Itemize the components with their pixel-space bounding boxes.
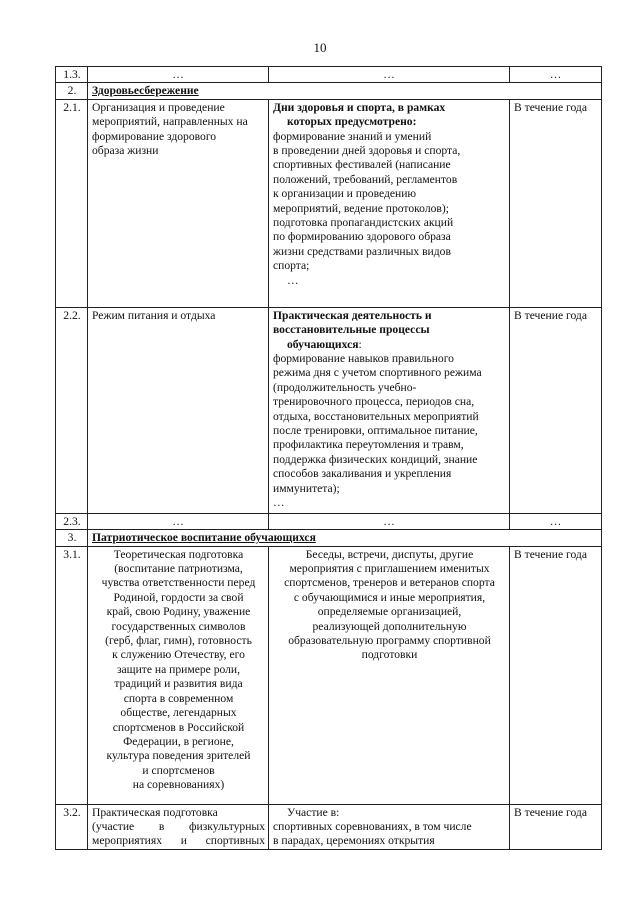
- activity-name: [88, 99, 269, 307]
- text-line: спортивных фестивалей (написание: [273, 158, 451, 172]
- table-row-3-2: [56, 804, 602, 849]
- text-line: мероприятий, направленных на: [92, 115, 248, 129]
- term-cell: В течение года: [510, 546, 602, 804]
- content-title: которых предусмотрено:: [287, 115, 417, 129]
- row-number: 2.3.: [56, 513, 88, 529]
- content-title-suffix: :: [358, 337, 362, 351]
- text-line: чувства ответственности перед: [101, 576, 256, 590]
- text-line: к служению Отечеству, его: [112, 648, 245, 662]
- text-line: Участие в:: [287, 805, 340, 819]
- section-title-cell: [88, 530, 602, 546]
- content-title: обучающихся: [287, 337, 359, 351]
- term-cell: В течение года: [510, 99, 602, 307]
- text-line: и спортсменов: [142, 763, 215, 777]
- page-number: 10: [313, 40, 327, 55]
- text-line: Организация и проведение: [92, 100, 225, 114]
- text-line: мероприятий, ведение протоколов);: [273, 201, 449, 215]
- activity-content: [269, 99, 510, 307]
- text-line: жизни средствами различных видов: [273, 244, 451, 258]
- table-row-2-2: [56, 307, 602, 513]
- text-line: формирование здорового: [92, 129, 217, 143]
- ellipsis: …: [273, 496, 285, 510]
- term-cell: В течение года: [510, 307, 602, 513]
- section-number: 2.: [56, 83, 88, 99]
- text-line: подготовки: [361, 648, 418, 662]
- ellipsis: …: [287, 273, 299, 287]
- text-line: культура поведения зрителей: [106, 749, 251, 763]
- row-number: 2.2.: [56, 307, 88, 513]
- text-line: Режим питания и отдыха: [92, 308, 216, 322]
- text-line: мероприятиях и спортивных: [92, 834, 265, 848]
- text-line: спортивных соревнованиях, в том числе: [273, 820, 472, 834]
- activity-name: [88, 546, 269, 804]
- text-line: край, свою Родину, уважение: [106, 605, 251, 619]
- text-line: в проведении дней здоровья и спорта,: [273, 144, 461, 158]
- section-title-cell: [88, 83, 602, 99]
- text-line: Теоретическая подготовка: [113, 547, 244, 561]
- activity-name: [88, 307, 269, 513]
- text-line: традиций и развития вида: [114, 677, 243, 691]
- text-line: (воспитание патриотизма,: [114, 562, 243, 576]
- row-number: 2.1.: [56, 99, 88, 307]
- text-line: иммунитета);: [273, 481, 340, 495]
- section-title: Здоровьесбережение: [92, 84, 199, 98]
- text-line: (участие в физкультурных: [92, 820, 265, 834]
- text-line: образа жизни: [92, 144, 159, 158]
- text-line: по формированию здорового образа: [273, 230, 451, 244]
- text-line: профилактика переутомления и травм,: [273, 438, 464, 452]
- table-row-1-3: [56, 67, 602, 83]
- text-line: режима дня с учетом спортивного режима: [273, 366, 482, 380]
- text-line: Родиной, гордости за свой: [113, 590, 244, 604]
- ellipsis-cell: …: [88, 67, 269, 83]
- text-line: государственных символов: [111, 619, 246, 633]
- text-line: к организации и проведению: [273, 187, 417, 201]
- text-line: поддержка физических кондиций, знание: [273, 452, 478, 466]
- activity-name: [88, 804, 269, 849]
- text-line: (герб, флаг, гимн), готовность: [105, 634, 252, 648]
- ellipsis-cell: …: [269, 67, 510, 83]
- table-row-3-1: [56, 546, 602, 804]
- activity-content: [269, 307, 510, 513]
- section-number: 3.: [56, 530, 88, 546]
- text-line: спорта в современном: [123, 691, 234, 705]
- content-title: Практическая деятельность и: [273, 308, 432, 322]
- ellipsis-cell: …: [269, 513, 510, 529]
- text-line: тренировочного процесса, периодов сна,: [273, 395, 475, 409]
- text-line: Федерации, в регионе,: [123, 734, 234, 748]
- table-row-2-1: [56, 99, 602, 307]
- row-number: 1.3.: [56, 67, 88, 83]
- text-line: спортсменов, тренеров и ветеранов спорта: [284, 576, 495, 590]
- text-line: подготовка пропагандистских акций: [273, 216, 454, 230]
- activity-content: [269, 546, 510, 804]
- text-line: мероприятия с приглашением именитых: [289, 562, 490, 576]
- ellipsis-cell: …: [510, 513, 602, 529]
- section-row-2: [56, 83, 602, 99]
- row-number: 3.1.: [56, 546, 88, 804]
- text-line: определяемые организацией,: [317, 605, 462, 619]
- text-line: отдыха, восстановительных мероприятий: [273, 409, 479, 423]
- ellipsis-cell: …: [88, 513, 269, 529]
- text-line: с обучающимися и иные мероприятия,: [293, 590, 486, 604]
- text-line: положений, требований, регламентов: [273, 172, 458, 186]
- text-line: Практическая подготовка: [92, 805, 218, 819]
- table-row-2-3: [56, 513, 602, 529]
- text-line: формирование навыков правильного: [273, 352, 454, 366]
- text-line: реализующей дополнительную: [312, 619, 467, 633]
- text-line: образовательную программу спортивной: [288, 634, 491, 648]
- text-line: обществе, легендарных: [120, 706, 237, 720]
- text-line: Беседы, встречи, диспуты, другие: [305, 547, 474, 561]
- section-row-3: [56, 530, 602, 546]
- text-line: спортсменов в Российской: [112, 720, 245, 734]
- content-title: Дни здоровья и спорта, в рамках: [273, 100, 446, 114]
- text-line: защите на примере роли,: [116, 662, 241, 676]
- text-line: в парадах, церемониях открытия: [273, 834, 435, 848]
- text-line: после тренировки, оптимальное питание,: [273, 424, 478, 438]
- text-line: (продолжительность учебно-: [273, 380, 417, 394]
- text-line: на соревнованиях): [132, 778, 225, 792]
- ellipsis-cell: …: [510, 67, 602, 83]
- activity-content: [269, 804, 510, 849]
- text-line: способов закаливания и укрепления: [273, 467, 452, 481]
- activities-table: [55, 66, 602, 850]
- row-number: 3.2.: [56, 804, 88, 849]
- term-cell: В течение года: [510, 804, 602, 849]
- section-title: Патриотическое воспитание обучающихся: [92, 531, 316, 545]
- content-title: восстановительные процессы: [273, 323, 430, 337]
- text-line: формирование знаний и умений: [273, 129, 432, 143]
- text-line: спорта;: [273, 259, 310, 273]
